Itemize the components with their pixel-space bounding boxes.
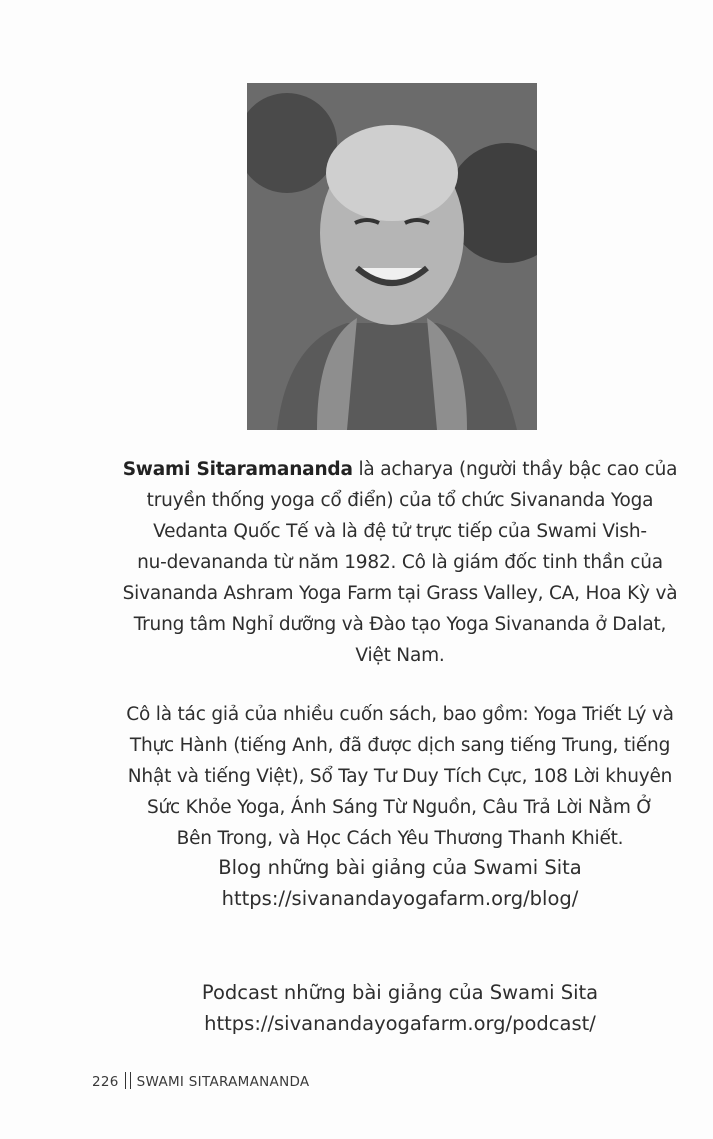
blog-section bbox=[60, 852, 713, 914]
blog-label: Blog những bài giảng của Swami Sita bbox=[218, 856, 582, 879]
author-photo bbox=[247, 83, 537, 430]
books-line: Sức Khỏe Yoga, Ánh Sáng Từ Nguồn, Câu Trả Lời Nằm Ở bbox=[146, 797, 654, 818]
books-line: Cô là tác giả của nhiều cuốn sách, bao gồm: Yoga Triết Lý và bbox=[126, 704, 674, 725]
books-line: Nhật và tiếng Việt), Sổ Tay Tư Duy Tích Cực, 108 Lời khuyên bbox=[127, 766, 673, 787]
podcast-section bbox=[60, 977, 713, 1039]
bio-line: nu-devananda từ năm 1982. Cô là giám đốc tinh thần của bbox=[137, 552, 663, 573]
author-name: Swami Sitaramananda bbox=[122, 459, 353, 480]
bio-line: truyền thống yoga cổ điển) của tổ chức Sivananda Yoga bbox=[146, 490, 654, 511]
podcast-label: Podcast những bài giảng của Swami Sita bbox=[201, 981, 599, 1004]
page-number: 226 bbox=[92, 1074, 119, 1090]
portrait-image bbox=[247, 83, 537, 430]
books-line: Thực Hành (tiếng Anh, đã được dịch sang tiếng Trung, tiếng bbox=[129, 735, 671, 756]
footer-divider bbox=[125, 1072, 131, 1089]
bio-line: Trung tâm Nghỉ dưỡng và Đào tạo Yoga Sivananda ở Dalat, bbox=[133, 614, 667, 635]
bio-line-text: là acharya (người thầy bậc cao của bbox=[352, 459, 678, 480]
books-paragraph bbox=[70, 699, 713, 854]
books-line: Bên Trong, và Học Cách Yêu Thương Thanh Khiết. bbox=[176, 828, 624, 849]
bio-line: Việt Nam. bbox=[355, 645, 445, 666]
podcast-url[interactable]: https://sivanandayogafarm.org/podcast/ bbox=[204, 1012, 596, 1035]
running-title: SWAMI SITARAMANANDA bbox=[136, 1074, 310, 1090]
page-footer bbox=[92, 1072, 309, 1090]
author-bio bbox=[70, 454, 713, 671]
bio-line: Vedanta Quốc Tế và là đệ tử trực tiếp của Swami Vish- bbox=[153, 521, 647, 542]
bio-line bbox=[70, 454, 713, 485]
bio-line: Sivananda Ashram Yoga Farm tại Grass Valley, CA, Hoa Kỳ và bbox=[122, 583, 678, 604]
blog-url[interactable]: https://sivanandayogafarm.org/blog/ bbox=[221, 887, 579, 910]
